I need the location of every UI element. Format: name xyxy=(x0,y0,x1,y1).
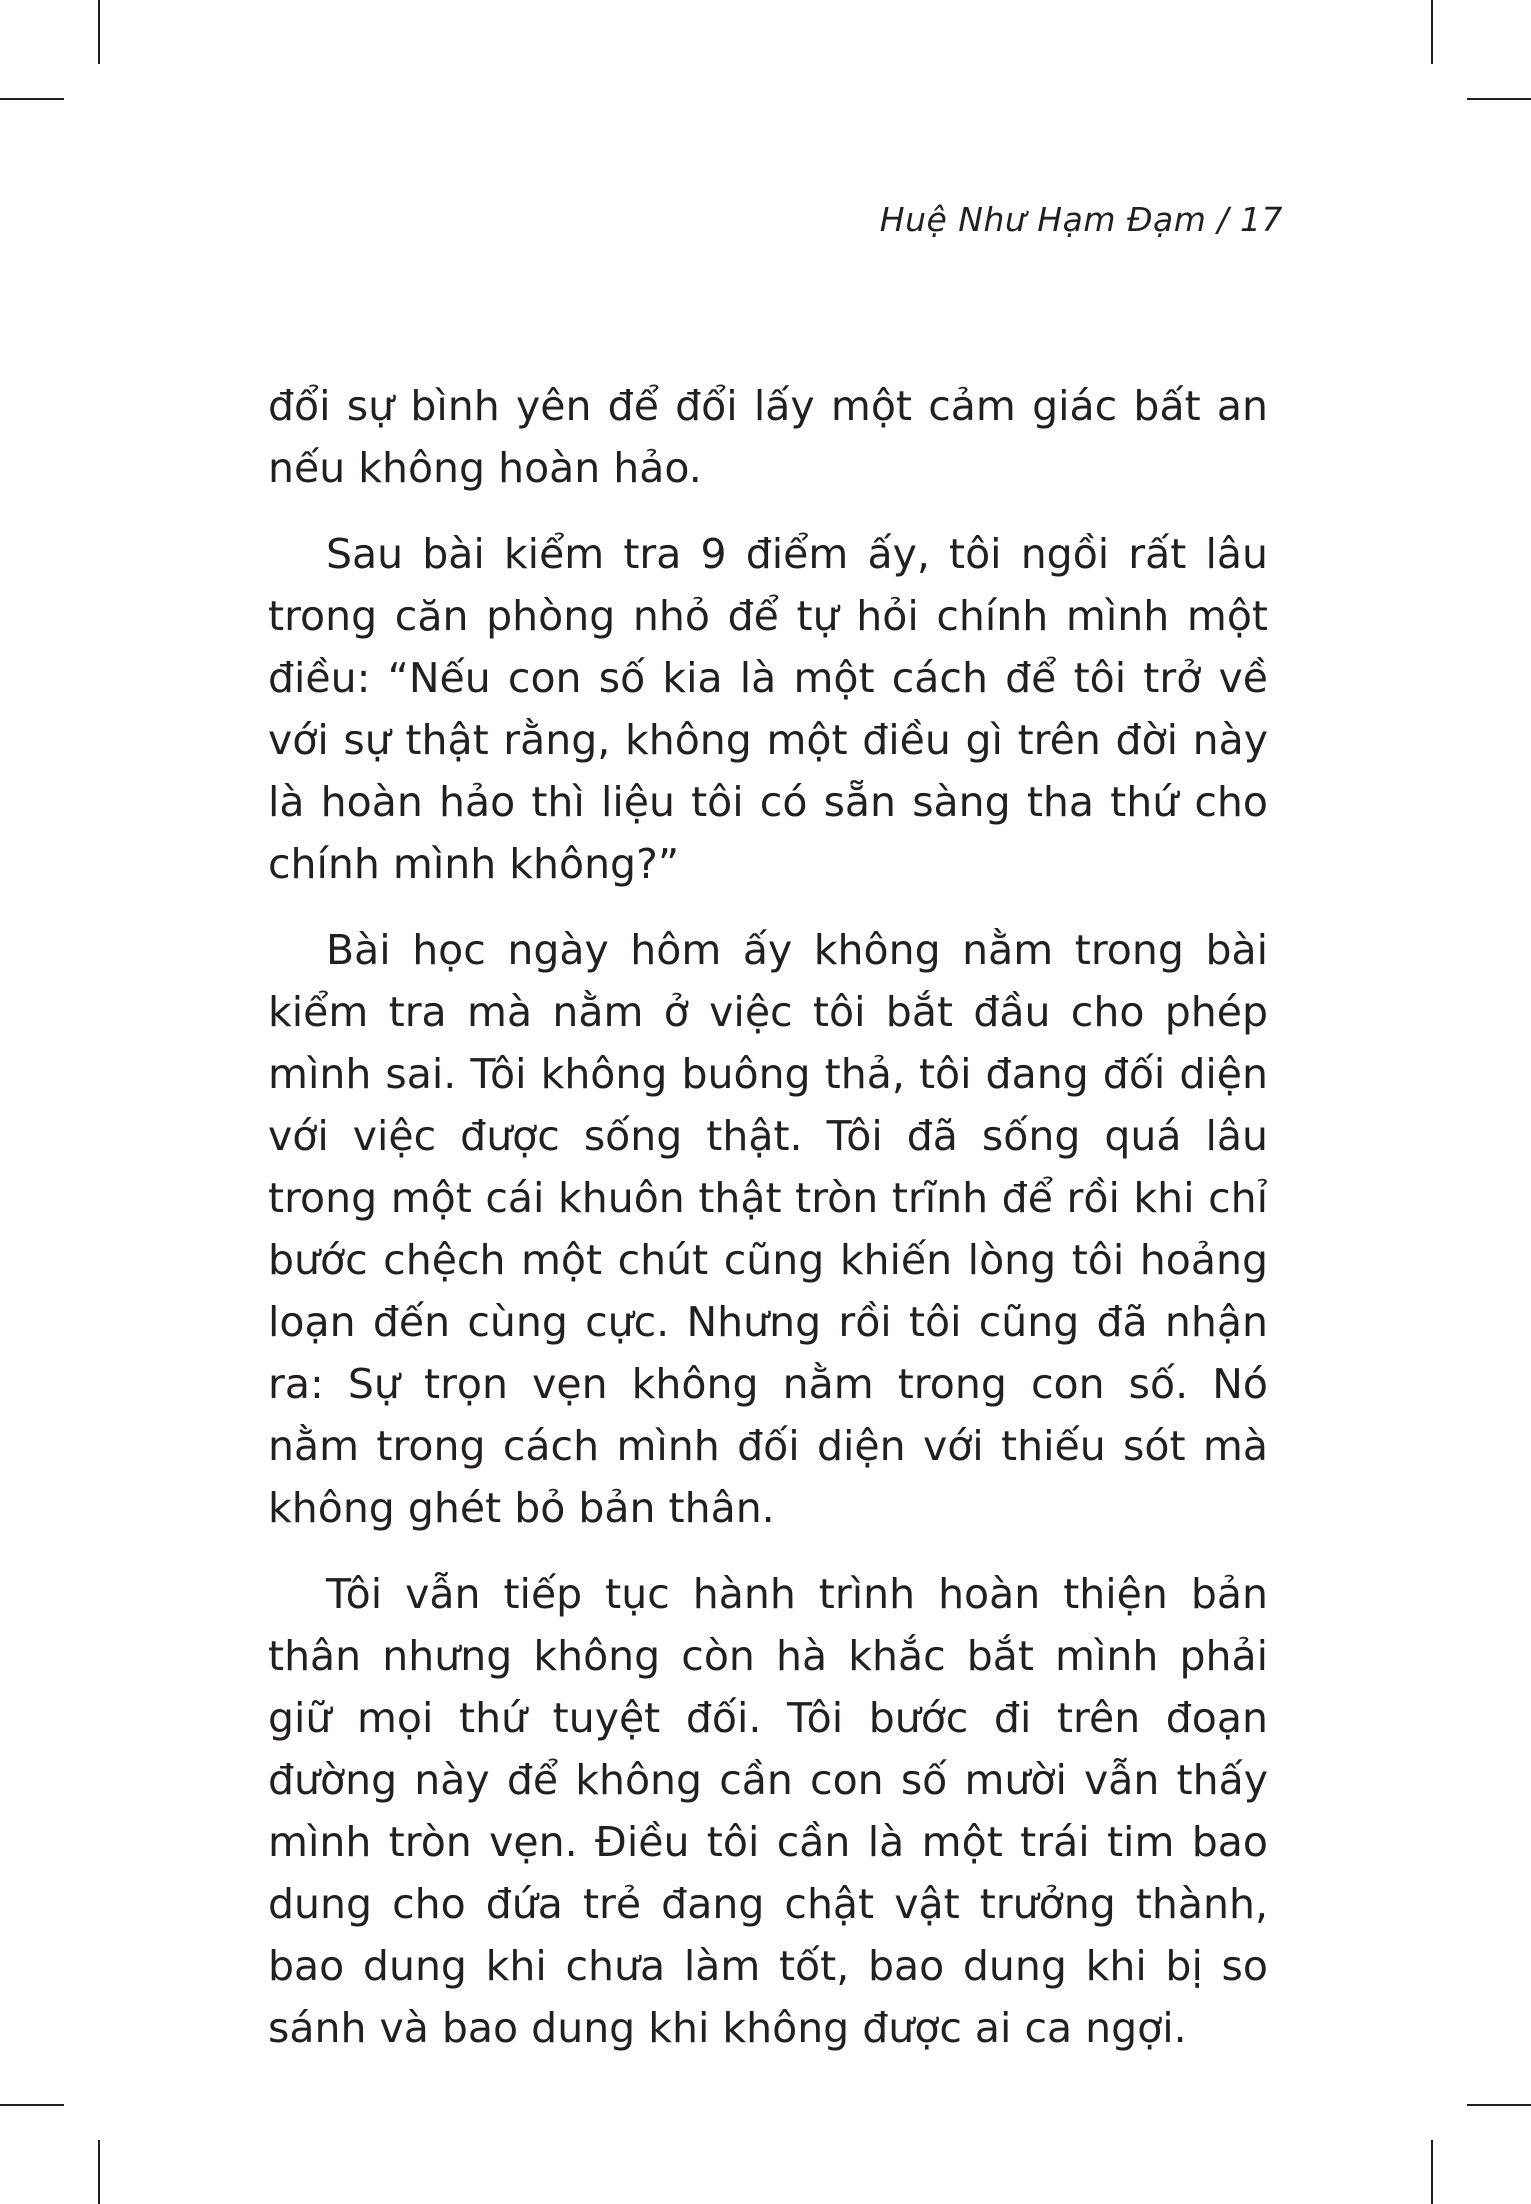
running-head: Huệ Như Hạm Đạm / 17 xyxy=(879,200,1283,239)
paragraph-1: đổi sự bình yên để đổi lấy một cảm giác bất an nếu không hoàn hảo. xyxy=(268,382,1268,492)
paragraph-4: Tôi vẫn tiếp tục hành trình hoàn thiện bản thân nhưng không còn hà khắc bắt mình phải giữ mọi thứ tuyệt đối. Tôi bước đi trên đoạn đường này để không cần con số mười vẫn thấy mình tròn vẹn. Điều tôi cần là một trái tim bao dung cho đứa trẻ đang chật vật trưởng thành, bao dung khi chưa làm tốt, bao dung khi bị so sánh và bao dung khi không được ai ca ngợi. xyxy=(268,1570,1268,2052)
crop-mark-top-left-vertical xyxy=(98,0,100,64)
crop-mark-bottom-left-vertical xyxy=(98,2140,100,2204)
crop-mark-bottom-left-horizontal xyxy=(0,2104,64,2106)
crop-mark-top-left-horizontal xyxy=(0,98,64,100)
paragraph-2: Sau bài kiểm tra 9 điểm ấy, tôi ngồi rất lâu trong căn phòng nhỏ để tự hỏi chính mình một điều: “Nếu con số kia là một cách để tôi trở về với sự thật rằng, không một điều gì trên đời này là hoàn hảo thì liệu tôi có sẵn sàng tha thứ cho chính mình không?” xyxy=(268,530,1268,888)
crop-mark-top-right-horizontal xyxy=(1467,98,1531,100)
body-text xyxy=(268,375,1268,2059)
crop-mark-bottom-right-vertical xyxy=(1431,2140,1433,2204)
paragraph-3: Bài học ngày hôm ấy không nằm trong bài kiểm tra mà nằm ở việc tôi bắt đầu cho phép mình sai. Tôi không buông thả, tôi đang đối diện với việc được sống thật. Tôi đã sống quá lâu trong một cái khuôn thật tròn trĩnh để rồi khi chỉ bước chệch một chút cũng khiến lòng tôi hoảng loạn đến cùng cực. Nhưng rồi tôi cũng đã nhận ra: Sự trọn vẹn không nằm trong con số. Nó nằm trong cách mình đối diện với thiếu sót mà không ghét bỏ bản thân. xyxy=(268,926,1268,1532)
crop-mark-top-right-vertical xyxy=(1431,0,1433,64)
crop-mark-bottom-right-horizontal xyxy=(1467,2104,1531,2106)
